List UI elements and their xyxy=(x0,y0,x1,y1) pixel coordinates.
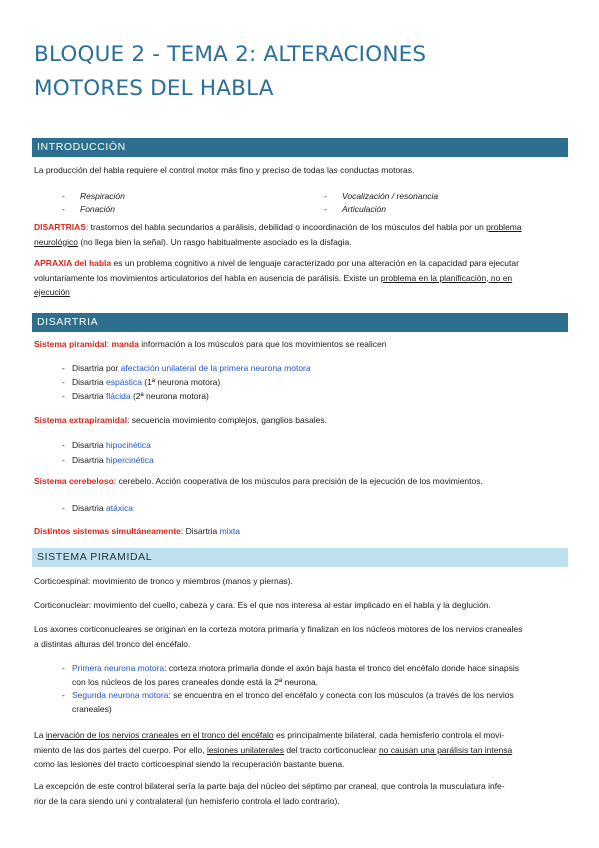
list-item-primera-neurona: Primera neurona motora: corteza motora primaria donde el axón baja hasta el tronco del encéfalo donde hace sinapsis con los núcleos de los pares craneales donde está la 2ª neurona. xyxy=(72,663,519,687)
list-bullet: - xyxy=(62,204,65,214)
corticonuclear-paragraph: Corticonuclear: movimiento del cuello, cabeza y cara. Es el que nos interesa al estar implicado en el habla y la deglución. xyxy=(34,600,491,610)
list-item-disartria-hipercinetica: Disartria hipercinética xyxy=(72,455,154,465)
inervacion-paragraph: La inervación de los nervios craneales en el tronco del encéfalo es principalmente bilateral, cada hemisferio controla el movi- miento de las dos partes del cuerpo. Por ello, lesiones unilaterales del tracto corticonuclear no causan una parálisis tan intensa como las lesiones del tracto corticoespinal siendo la recuperación bastante buena. xyxy=(34,730,513,769)
list-bullet: - xyxy=(62,690,65,700)
disartrias-definition: DISARTRIAS: trastornos del habla secundarios a parálisis, debilidad o incoordinación de los músculos del habla por un problema neurológico (no llega bien la señal). Un rasgo habitualmente asociado es la disfagia. xyxy=(34,222,522,247)
page-title xyxy=(34,38,574,106)
disartrias-label: DISARTRIAS xyxy=(34,222,86,232)
list-item-disartria-espastica: Disartria espástica (1ª neurona motora) xyxy=(72,377,221,387)
list-item-disartria-hipocinetica: Disartria hipocinética xyxy=(72,440,151,450)
section-header-introduccion: INTRODUCCIÓN xyxy=(32,138,568,157)
section-header-disartria: DISARTRIA xyxy=(32,313,568,332)
list-bullet: - xyxy=(62,503,65,513)
sistema-cerebeloso-line: Sistema cerebeloso: cerebelo. Acción cooperativa de los músculos para precisión de la ejecución de los movimientos. xyxy=(34,476,483,486)
intro-paragraph: La producción del habla requiere el control motor más fino y preciso de todas las conductas motoras. xyxy=(34,165,415,175)
list-bullet: - xyxy=(62,191,65,201)
apraxia-definition: APRAXIA del habla es un problema cognitivo a nivel de lenguaje caracterizado por una alteración en la capacidad para ejecutar voluntariamente los movimientos articulatorios del habla en ausencia de parálisis. Existe un problema en la planificación, no en ejecución xyxy=(34,258,519,297)
apraxia-label: APRAXIA del habla xyxy=(34,258,112,268)
section-header-sistema-piramidal: SISTEMA PIRAMIDAL xyxy=(32,548,568,567)
title-line-2: MOTORES DEL HABLA xyxy=(34,76,274,101)
list-bullet: - xyxy=(62,363,65,373)
list-item-disartria-flacida: Disartria flácida (2ª neurona motora) xyxy=(72,391,209,401)
list-item-segunda-neurona: Segunda neurona motora: se encuentra en el tronco del encéfalo y conecta con los músculos (a través de los nervios craneales) xyxy=(72,690,514,714)
list-bullet: - xyxy=(324,191,327,201)
list-item-disartria-unilateral: Disartria por afectación unilateral de la primera neurona motora xyxy=(72,363,311,373)
list-item-disartria-ataxica: Disartria atáxica xyxy=(72,503,133,513)
list-item-vocalizacion: Vocalización / resonancia xyxy=(342,191,439,201)
sistema-piramidal-line: Sistema piramidal: manda información a los músculos para que los movimientos se realicen xyxy=(34,339,387,349)
corticoespinal-paragraph: Corticoespinal: movimiento de tronco y miembros (manos y piernas). xyxy=(34,576,293,586)
list-bullet: - xyxy=(62,663,65,673)
axones-paragraph: Los axones corticonucleares se originan en la corteza motora primaria y finalizan en los núcleos motores de los nervios craneales a distintas alturas del tronco del encéfalo. xyxy=(34,624,523,649)
title-line-1: BLOQUE 2 - TEMA 2: ALTERACIONES xyxy=(34,42,427,67)
list-item-articulacion: Articulación xyxy=(342,204,386,214)
list-bullet: - xyxy=(62,377,65,387)
list-item-respiracion: Respiración xyxy=(80,191,125,201)
list-bullet: - xyxy=(62,455,65,465)
sistemas-simultaneos-line: Distintos sistemas simultáneamente: Disartria mixta xyxy=(34,526,240,536)
sistema-extrapiramidal-line: Sistema extrapiramidal: secuencia movimiento complejos, ganglios basales. xyxy=(34,415,327,425)
list-bullet: - xyxy=(62,440,65,450)
list-bullet: - xyxy=(62,391,65,401)
list-item-fonacion: Fonación xyxy=(80,204,115,214)
list-bullet: - xyxy=(324,204,327,214)
excepcion-paragraph: La excepción de este control bilateral sería la parte baja del núcleo del séptimo par craneal, que controla la musculatura infe- rior de la cara siendo uni y contralateral (un hemisferio controla el lado contrario). xyxy=(34,781,505,806)
